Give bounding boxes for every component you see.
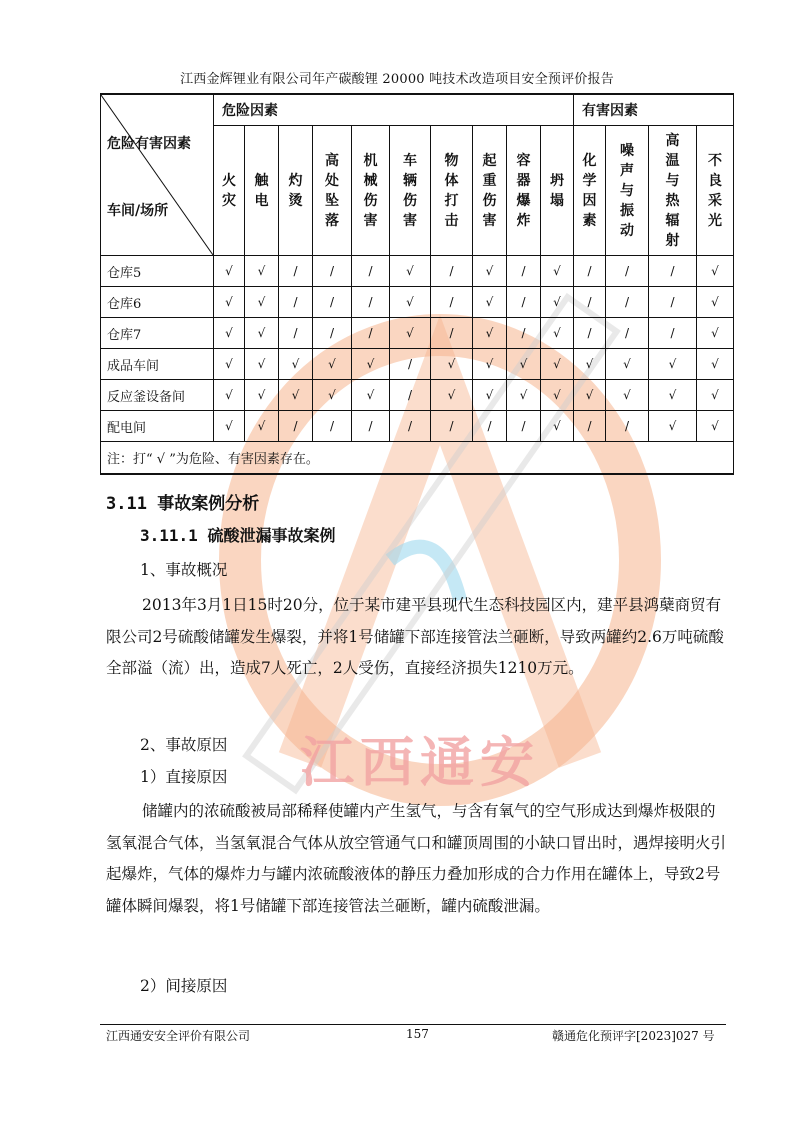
hazard-mark-cell: / — [606, 411, 649, 442]
hazard-mark-cell: / — [507, 287, 541, 318]
hazard-mark-cell: √ — [473, 256, 507, 287]
subsection-heading — [140, 523, 335, 546]
page-number: 157 — [406, 1027, 429, 1041]
hazard-mark-cell: √ — [245, 411, 279, 442]
hazard-mark-cell: / — [352, 287, 390, 318]
hazard-mark-cell: √ — [507, 380, 541, 411]
hazard-mark-cell: √ — [697, 411, 734, 442]
hazard-mark-cell: √ — [245, 318, 279, 349]
section-number: 3.11 — [106, 494, 147, 514]
hazard-mark-cell: / — [606, 256, 649, 287]
footer-doc-number: 赣通危化预评字[2023]027 号 — [552, 1029, 715, 1043]
hazard-mark-cell: / — [352, 318, 390, 349]
hazard-mark-cell: √ — [574, 380, 606, 411]
overview-paragraph: 2013年3月1日15时20分，位于某市建平县现代生态科技园区内，建平县鸿蘖商贸有限公司2号硫酸储罐发生爆裂，并将1号储罐下部连接管法兰砸断，导致两罐约2.6万吨硫酸全部溢（流）出，造成7人死亡，2人受伤，直接经济损失1210万元。 — [106, 596, 724, 677]
hazard-mark-cell: / — [507, 411, 541, 442]
hazard-mark-cell: √ — [541, 380, 574, 411]
column-header: 火灾 — [214, 126, 245, 256]
hazard-mark-cell: / — [574, 318, 606, 349]
hazard-mark-cell: / — [390, 411, 431, 442]
hazard-mark-cell: √ — [697, 380, 734, 411]
hazard-mark-cell: √ — [697, 256, 734, 287]
section-title: 事故案例分析 — [157, 494, 260, 514]
hazard-mark-cell: / — [649, 256, 697, 287]
row-label: 反应釜设备间 — [101, 380, 214, 411]
row-label: 成品车间 — [101, 349, 214, 380]
hazard-mark-cell: √ — [473, 318, 507, 349]
hazard-mark-cell: √ — [431, 380, 473, 411]
hazard-mark-cell: √ — [649, 380, 697, 411]
table-row — [101, 380, 734, 411]
hazard-mark-cell: / — [431, 318, 473, 349]
hazard-mark-cell: √ — [606, 349, 649, 380]
hazard-mark-cell: √ — [214, 349, 245, 380]
hazard-mark-cell: √ — [541, 411, 574, 442]
hazard-mark-cell: / — [473, 411, 507, 442]
hazard-mark-cell: / — [390, 380, 431, 411]
hazard-mark-cell: √ — [541, 349, 574, 380]
hazard-mark-cell: √ — [541, 287, 574, 318]
column-header: 物体打击 — [431, 126, 473, 256]
group-header-harmful: 有害因素 — [574, 94, 734, 126]
hazard-mark-cell: √ — [606, 380, 649, 411]
hazard-mark-cell: √ — [431, 349, 473, 380]
hazard-mark-cell: √ — [214, 411, 245, 442]
hazard-mark-cell: √ — [279, 380, 313, 411]
column-header: 机械伤害 — [352, 126, 390, 256]
hazard-mark-cell: √ — [214, 318, 245, 349]
hazard-mark-cell: √ — [245, 349, 279, 380]
column-header: 容器爆炸 — [507, 126, 541, 256]
group-header-danger: 危险因素 — [214, 94, 574, 126]
hazard-mark-cell: / — [507, 318, 541, 349]
hazard-mark-cell: √ — [313, 380, 352, 411]
hazard-mark-cell: / — [574, 411, 606, 442]
subsection-number: 3.11.1 — [140, 526, 198, 545]
hazard-mark-cell: / — [279, 287, 313, 318]
hazard-mark-cell: √ — [214, 380, 245, 411]
corner-top-label: 危险有害因素 — [107, 136, 191, 152]
hazard-mark-cell: √ — [214, 287, 245, 318]
table-row — [101, 256, 734, 287]
hazard-mark-cell: / — [279, 411, 313, 442]
indirect-cause-label: 2）间接原因 — [140, 977, 228, 995]
hazard-mark-cell: √ — [245, 287, 279, 318]
direct-cause-paragraph: 储罐内的浓硫酸被局部稀释使罐内产生氢气，与含有氧气的空气形成达到爆炸极限的氢氧混合气体，当氢氧混合气体从放空管通气口和罐顶周围的小缺口冒出时，遇焊接明火引起爆炸，气体的爆炸力与罐内浓硫酸液体的静压力叠加形成的合力作用在罐体上，导致2号罐体瞬间爆裂，将1号储罐下部连接管法兰砸断，罐内硫酸泄漏。 — [106, 802, 727, 915]
column-header: 化学因素 — [574, 126, 606, 256]
row-label: 仓库6 — [101, 287, 214, 318]
hazard-mark-cell: √ — [649, 411, 697, 442]
corner-bottom-label: 车间/场所 — [107, 203, 169, 219]
hazard-mark-cell: / — [574, 256, 606, 287]
direct-cause-label: 1）直接原因 — [140, 768, 228, 786]
hazard-mark-cell: √ — [473, 349, 507, 380]
hazard-mark-cell: √ — [649, 349, 697, 380]
hazard-mark-cell: / — [649, 287, 697, 318]
hazard-mark-cell: √ — [541, 256, 574, 287]
table-row — [101, 411, 734, 442]
column-header: 高温与热辐射 — [649, 126, 697, 256]
cause-label: 2、事故原因 — [140, 736, 228, 754]
section-heading — [106, 489, 259, 514]
hazard-mark-cell: / — [390, 349, 431, 380]
row-label: 仓库5 — [101, 256, 214, 287]
hazard-mark-cell: / — [352, 256, 390, 287]
column-header: 不良采光 — [697, 126, 734, 256]
table-row — [101, 287, 734, 318]
overview-label: 1、事故概况 — [140, 561, 228, 579]
hazard-mark-cell: √ — [279, 349, 313, 380]
hazard-mark-cell: √ — [390, 256, 431, 287]
table-row — [101, 318, 734, 349]
hazard-mark-cell: / — [313, 411, 352, 442]
hazard-mark-cell: / — [431, 411, 473, 442]
hazard-mark-cell: / — [606, 318, 649, 349]
column-header: 灼烫 — [279, 126, 313, 256]
column-header: 高处坠落 — [313, 126, 352, 256]
hazard-mark-cell: / — [431, 287, 473, 318]
hazard-mark-cell: / — [574, 287, 606, 318]
hazard-mark-cell: √ — [245, 380, 279, 411]
hazard-mark-cell: √ — [473, 380, 507, 411]
hazard-mark-cell: √ — [541, 318, 574, 349]
hazard-mark-cell: / — [313, 318, 352, 349]
hazard-mark-cell: / — [649, 318, 697, 349]
hazard-mark-cell: / — [313, 256, 352, 287]
hazard-mark-cell: / — [507, 256, 541, 287]
footer-divider — [100, 1024, 726, 1025]
hazard-mark-cell: / — [431, 256, 473, 287]
column-header: 车辆伤害 — [390, 126, 431, 256]
row-label: 配电间 — [101, 411, 214, 442]
column-header: 触电 — [245, 126, 279, 256]
table-row — [101, 349, 734, 380]
hazard-mark-cell: √ — [390, 287, 431, 318]
column-header: 噪声与振动 — [606, 126, 649, 256]
hazard-mark-cell: √ — [214, 256, 245, 287]
watermark-text: 江西通安 — [300, 731, 540, 794]
table-note: 注：打“ √ ”为危险、有害因素存在。 — [101, 442, 734, 475]
hazard-mark-cell: √ — [697, 349, 734, 380]
hazard-mark-cell: / — [279, 318, 313, 349]
subsection-title: 硫酸泄漏事故案例 — [207, 526, 336, 545]
hazard-mark-cell: √ — [352, 380, 390, 411]
hazard-mark-cell: √ — [507, 349, 541, 380]
hazard-mark-cell: √ — [390, 318, 431, 349]
hazard-mark-cell: √ — [574, 349, 606, 380]
row-label: 仓库7 — [101, 318, 214, 349]
column-header: 起重伤害 — [473, 126, 507, 256]
column-header: 坍塌 — [541, 126, 574, 256]
hazard-mark-cell: √ — [352, 349, 390, 380]
hazard-mark-cell: / — [352, 411, 390, 442]
hazard-mark-cell: √ — [697, 318, 734, 349]
hazard-mark-cell: √ — [313, 349, 352, 380]
hazard-mark-cell: √ — [473, 287, 507, 318]
footer-company: 江西通安安全评价有限公司 — [106, 1029, 251, 1043]
hazard-mark-cell: √ — [245, 256, 279, 287]
hazard-table — [100, 93, 734, 475]
corner-header-cell — [101, 94, 214, 256]
page-header: 江西金辉锂业有限公司年产碳酸锂 20000 吨技术改造项目安全预评价报告 — [180, 72, 614, 87]
hazard-mark-cell: / — [606, 287, 649, 318]
hazard-mark-cell: / — [279, 256, 313, 287]
hazard-mark-cell: √ — [697, 287, 734, 318]
hazard-mark-cell: / — [313, 287, 352, 318]
